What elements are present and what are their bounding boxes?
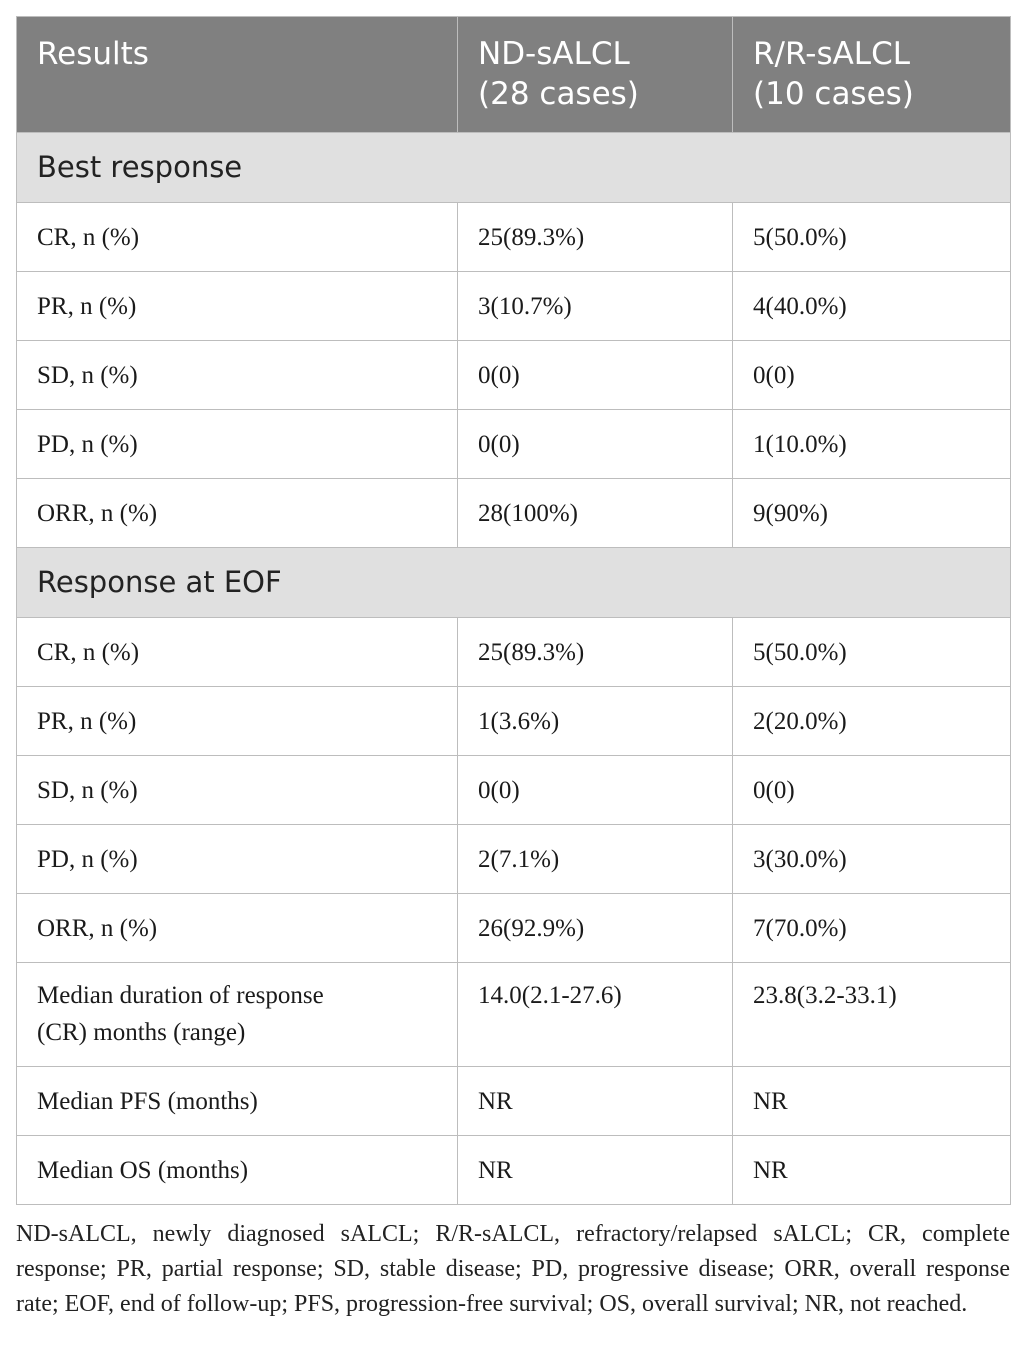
row-label-line1: Median duration of response: [37, 982, 324, 1009]
row-label: CR, n (%): [17, 618, 458, 687]
nd-value: 3(10.7%): [458, 272, 733, 341]
header-rr-salcl: [733, 17, 1011, 133]
nd-value: 14.0(2.1-27.6): [458, 963, 733, 1067]
table-row: [17, 272, 1011, 341]
nd-value: 0(0): [458, 410, 733, 479]
rr-value: NR: [733, 1136, 1011, 1205]
nd-value: 0(0): [458, 756, 733, 825]
rr-value: 3(30.0%): [733, 825, 1011, 894]
row-label-line2: (CR) months (range): [37, 1019, 246, 1046]
row-label: [17, 963, 458, 1067]
table-row: [17, 410, 1011, 479]
table-footnote: ND-sALCL, newly diagnosed sALCL; R/R-sALCL, refractory/relapsed sALCL; CR, complete response; PR, partial response; SD, stable disease; PD, progressive disease; ORR, overall response rate; EOF, end of follow-up; PFS, progression-free survival; OS, overall survival; NR, not reached.: [16, 1221, 1010, 1317]
row-label: SD, n (%): [17, 756, 458, 825]
rr-value: 23.8(3.2-33.1): [733, 963, 1011, 1067]
rr-value: 4(40.0%): [733, 272, 1011, 341]
nd-value: 1(3.6%): [458, 687, 733, 756]
rr-value: 0(0): [733, 756, 1011, 825]
rr-value: 7(70.0%): [733, 894, 1011, 963]
rr-value: NR: [733, 1067, 1011, 1136]
section-response-at-eof: [17, 548, 1011, 618]
section-title: Response at EOF: [17, 548, 1011, 618]
header-results-label: Results: [37, 36, 149, 72]
row-label: PD, n (%): [17, 825, 458, 894]
nd-value: 28(100%): [458, 479, 733, 548]
results-table: [16, 16, 1011, 1205]
row-label: ORR, n (%): [17, 479, 458, 548]
rr-value: 2(20.0%): [733, 687, 1011, 756]
nd-value: NR: [458, 1136, 733, 1205]
row-label: ORR, n (%): [17, 894, 458, 963]
table-row: [17, 1136, 1011, 1205]
header-nd-salcl: [458, 17, 733, 133]
table-row: [17, 618, 1011, 687]
nd-value: 2(7.1%): [458, 825, 733, 894]
header-results: [17, 17, 458, 133]
section-best-response: [17, 133, 1011, 203]
row-label: Median OS (months): [17, 1136, 458, 1205]
table-row: [17, 825, 1011, 894]
rr-value: 1(10.0%): [733, 410, 1011, 479]
rr-value: 0(0): [733, 341, 1011, 410]
rr-value: 9(90%): [733, 479, 1011, 548]
nd-value: 26(92.9%): [458, 894, 733, 963]
rr-value: 5(50.0%): [733, 618, 1011, 687]
header-rr-line1: R/R-sALCL: [753, 36, 910, 72]
row-label: PD, n (%): [17, 410, 458, 479]
header-nd-line2: (28 cases): [478, 76, 639, 112]
table-row: [17, 479, 1011, 548]
header-row: [17, 17, 1011, 133]
row-label: Median PFS (months): [17, 1067, 458, 1136]
row-label: SD, n (%): [17, 341, 458, 410]
row-label: CR, n (%): [17, 203, 458, 272]
table-row: [17, 756, 1011, 825]
header-nd-line1: ND-sALCL: [478, 36, 630, 72]
section-title: Best response: [17, 133, 1011, 203]
table-row: [17, 963, 1011, 1067]
header-rr-line2: (10 cases): [753, 76, 914, 112]
nd-value: 0(0): [458, 341, 733, 410]
nd-value: NR: [458, 1067, 733, 1136]
row-label: PR, n (%): [17, 687, 458, 756]
results-table-container: [16, 16, 1010, 1205]
rr-value: 5(50.0%): [733, 203, 1011, 272]
nd-value: 25(89.3%): [458, 203, 733, 272]
table-row: [17, 687, 1011, 756]
table-row: [17, 203, 1011, 272]
nd-value: 25(89.3%): [458, 618, 733, 687]
row-label: PR, n (%): [17, 272, 458, 341]
table-row: [17, 894, 1011, 963]
table-row: [17, 341, 1011, 410]
table-row: [17, 1067, 1011, 1136]
